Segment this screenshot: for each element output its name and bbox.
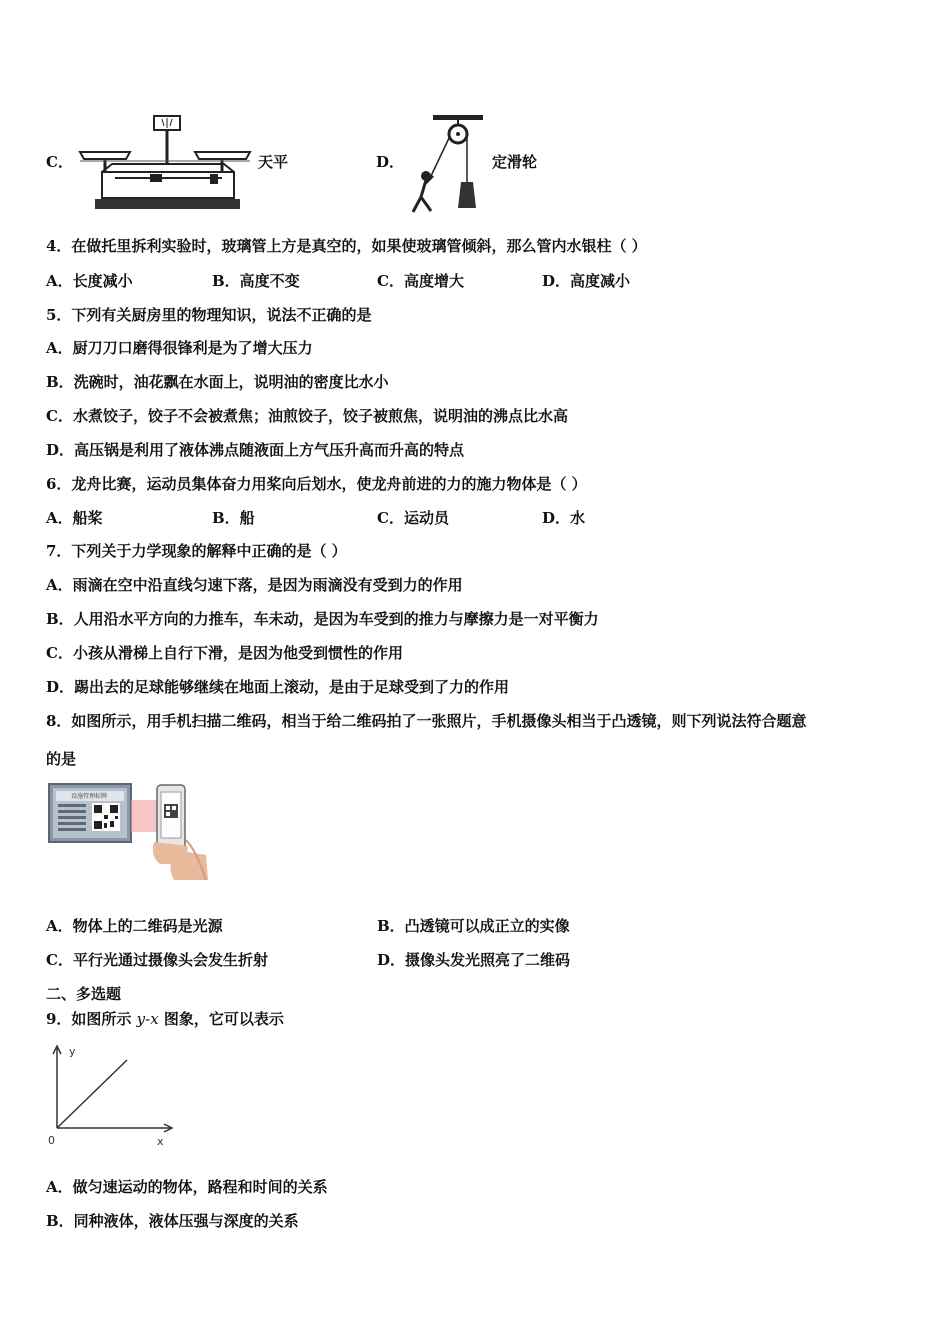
- q3-option-c-letter: C．: [46, 153, 73, 171]
- q3-option-d-label: 定滑轮: [492, 153, 538, 171]
- q3-option-c-label: 天平: [258, 153, 289, 171]
- q6-option-c: C．运动员: [377, 509, 449, 527]
- q9-stem-post: 图象，它可以表示: [158, 1010, 284, 1028]
- yx-line-graph: [42, 1040, 182, 1152]
- q8-option-a: A．物体上的二维码是光源: [46, 917, 223, 935]
- q4-stem: 4．在做托里拆利实验时，玻璃管上方是真空的，如果使玻璃管倾斜，那么管内水银柱（ ）: [46, 237, 647, 255]
- q8-option-d: D．摄像头发光照亮了二维码: [377, 951, 571, 969]
- q7-option-b: B．人用沿水平方向的力推车，车未动，是因为车受到的推力与摩擦力是一对平衡力: [46, 610, 599, 628]
- q4-option-c: C．高度增大: [377, 272, 464, 290]
- fixed-pulley-figure: [403, 112, 488, 218]
- graph-line: [57, 1060, 127, 1128]
- q8-stem-line1: 8．如图所示，用手机扫描二维码，相当于给二维码拍了一张照片，手机摄像头相当于凸透镜，则下列说法符合题意: [46, 712, 807, 730]
- q7-option-c: C．小孩从滑梯上自行下滑，是因为他受到惯性的作用: [46, 644, 403, 662]
- q5-stem: 5．下列有关厨房里的物理知识，说法不正确的是: [46, 306, 372, 324]
- q9-stem: [46, 1009, 284, 1029]
- section-title: 二、多选题: [46, 985, 122, 1003]
- q4-option-d: D．高度减小: [542, 272, 631, 290]
- sign-title: 设施管理标牌: [70, 793, 107, 800]
- q4-option-a: A．长度减小: [46, 272, 133, 290]
- q5-option-b: B．洗碗时，油花飘在水面上，说明油的密度比水小: [46, 373, 389, 391]
- q9-option-b: B．同种液体，液体压强与深度的关系: [46, 1212, 299, 1230]
- q9-stem-var: y-x: [136, 1010, 159, 1028]
- q9-stem-pre: 9．如图所示: [46, 1010, 137, 1028]
- q4-option-b: B．高度不变: [212, 272, 300, 290]
- q3-option-d-letter: D．: [376, 153, 405, 171]
- x-axis-label: x: [157, 1135, 164, 1148]
- q7-option-a: A．雨滴在空中沿直线匀速下落，是因为雨滴没有受到力的作用: [46, 576, 463, 594]
- q8-option-b: B．凸透镜可以成正立的实像: [377, 917, 570, 935]
- q5-option-d: D．高压锅是利用了液体沸点随液面上方气压升高而升高的特点: [46, 441, 465, 459]
- q8-option-c: C．平行光通过摄像头会发生折射: [46, 951, 268, 969]
- q6-option-a: A．船桨: [46, 509, 103, 527]
- q7-stem: 7．下列关于力学现象的解释中正确的是（ ）: [46, 542, 347, 560]
- qr-scan-figure: [46, 780, 216, 888]
- origin-label: 0: [48, 1134, 55, 1147]
- q9-option-a: A．做匀速运动的物体，路程和时间的关系: [46, 1178, 328, 1196]
- q6-option-d: D．水: [542, 509, 586, 527]
- q6-stem: 6．龙舟比赛，运动员集体奋力用桨向后划水，使龙舟前进的力的施力物体是（ ）: [46, 475, 587, 493]
- q5-option-a: A．厨刀刀口磨得很锋利是为了增大压力: [46, 339, 313, 357]
- y-axis-label: y: [69, 1045, 76, 1058]
- q7-option-d: D．踢出去的足球能够继续在地面上滚动，是由于足球受到了力的作用: [46, 678, 510, 696]
- q6-option-b: B．船: [212, 509, 255, 527]
- q8-stem-line2: 的是: [46, 750, 77, 768]
- q5-option-c: C．水煮饺子，饺子不会被煮焦；油煎饺子，饺子被煎焦，说明油的沸点比水高: [46, 407, 568, 425]
- balance-scale-figure: [70, 112, 255, 212]
